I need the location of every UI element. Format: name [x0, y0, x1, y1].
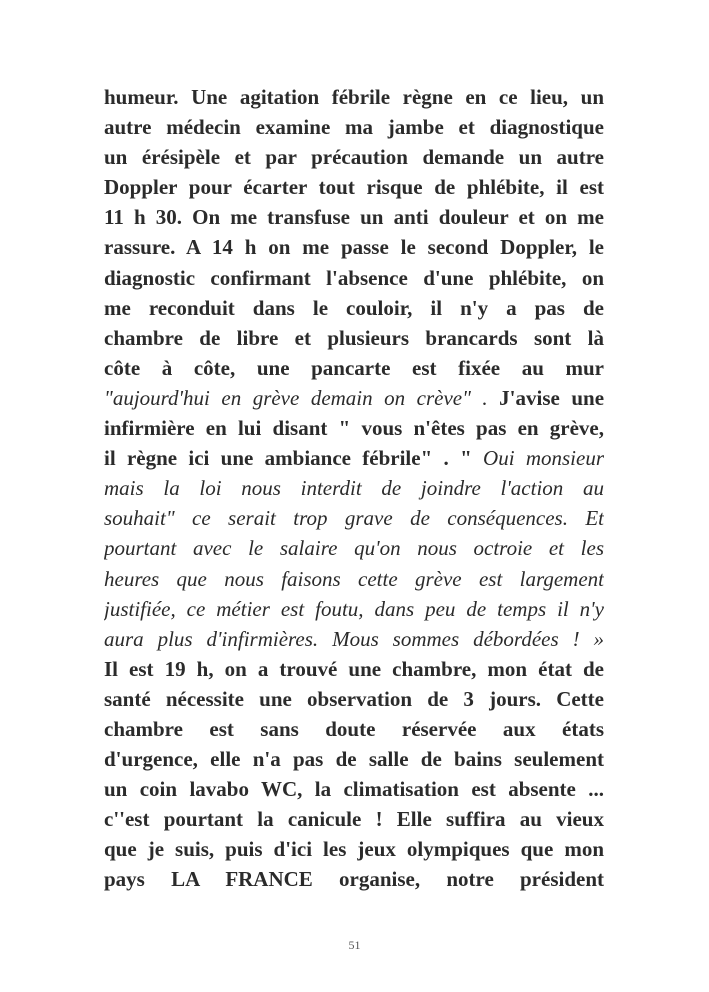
bold-text-segment: chambre est sans doute réservée aux états — [104, 716, 604, 741]
bold-text-segment: Il est 19 h, on a trouvé une chambre, mon état de — [104, 656, 604, 681]
bold-text-segment: un coin lavabo WC, la climatisation est absente ... — [104, 777, 604, 802]
italic-text-segment: heures que nous faisons cette grève est largement — [104, 566, 604, 591]
text-line — [104, 353, 604, 383]
italic-text-segment: justifiée, ce métier est foutu, dans peu de temps il n'y — [104, 596, 604, 621]
page-number: 51 — [348, 938, 361, 952]
body-text — [104, 82, 604, 895]
bold-text-segment: Doppler pour écarter tout risque de phlébite, il est — [104, 175, 604, 200]
bold-text-segment: me reconduit dans le couloir, il n'y a pas de — [104, 295, 604, 320]
text-line — [104, 864, 604, 894]
bold-text-segment: autre médecin examine ma jambe et diagnostique — [104, 115, 604, 140]
bold-text-segment: humeur. Une agitation fébrile règne en ce lieu, un — [104, 85, 604, 109]
bold-text-segment: infirmière en lui disant " vous n'êtes pas en grève, — [104, 416, 604, 441]
text-line — [104, 804, 604, 834]
bold-text-segment: il règne ici une ambiance fébrile" . " — [104, 446, 484, 471]
text-line — [104, 232, 604, 262]
italic-text-segment: aura plus d'infirmières. Mous sommes débordées ! » — [104, 626, 604, 651]
italic-text-segment: "aujourd'hui en grève demain on crève" . — [104, 385, 500, 410]
text-line — [104, 594, 604, 624]
text-line — [104, 564, 604, 594]
italic-text-segment: Oui monsieur — [483, 446, 604, 471]
text-line — [104, 503, 604, 533]
bold-text-segment: J'avise une — [499, 385, 604, 410]
bold-text-segment: c''est pourtant la canicule ! Elle suffira au vieux — [104, 807, 604, 832]
text-line — [104, 413, 604, 443]
text-line — [104, 263, 604, 293]
text-line — [104, 714, 604, 744]
bold-text-segment: un érésipèle et par précaution demande un autre — [104, 145, 604, 170]
text-line — [104, 654, 604, 684]
italic-text-segment: mais la loi nous interdit de joindre l'action au — [104, 476, 604, 501]
bold-text-segment: diagnostic confirmant l'absence d'une phlébite, on — [104, 265, 604, 290]
bold-text-segment: santé nécessite une observation de 3 jours. Cette — [104, 686, 604, 711]
text-line — [104, 473, 604, 503]
bold-text-segment: d'urgence, elle n'a pas de salle de bains seulement — [104, 747, 604, 772]
bold-text-segment: pays LA FRANCE organise, notre président — [104, 867, 604, 892]
text-line — [104, 383, 604, 413]
text-line — [104, 684, 604, 714]
text-line — [104, 774, 604, 804]
text-line — [104, 142, 604, 172]
bold-text-segment: chambre de libre et plusieurs brancards sont là — [104, 325, 604, 350]
text-line — [104, 172, 604, 202]
italic-text-segment: pourtant avec le salaire qu'on nous octroie et les — [104, 536, 604, 561]
bold-text-segment: côte à côte, une pancarte est fixée au mur — [104, 355, 604, 380]
text-line — [104, 112, 604, 142]
text-line — [104, 624, 604, 654]
text-line — [104, 834, 604, 864]
bold-text-segment: 11 h 30. On me transfuse un anti douleur et on me — [104, 205, 604, 230]
text-line — [104, 82, 604, 112]
bold-text-segment: que je suis, puis d'ici les jeux olympiques que mon — [104, 837, 604, 862]
text-line — [104, 443, 604, 473]
bold-text-segment: rassure. A 14 h on me passe le second Doppler, le — [104, 235, 604, 260]
text-line — [104, 202, 604, 232]
text-line — [104, 293, 604, 323]
italic-text-segment: souhait" ce serait trop grave de conséquences. Et — [104, 506, 604, 531]
text-line — [104, 323, 604, 353]
text-line — [104, 744, 604, 774]
text-line — [104, 533, 604, 563]
